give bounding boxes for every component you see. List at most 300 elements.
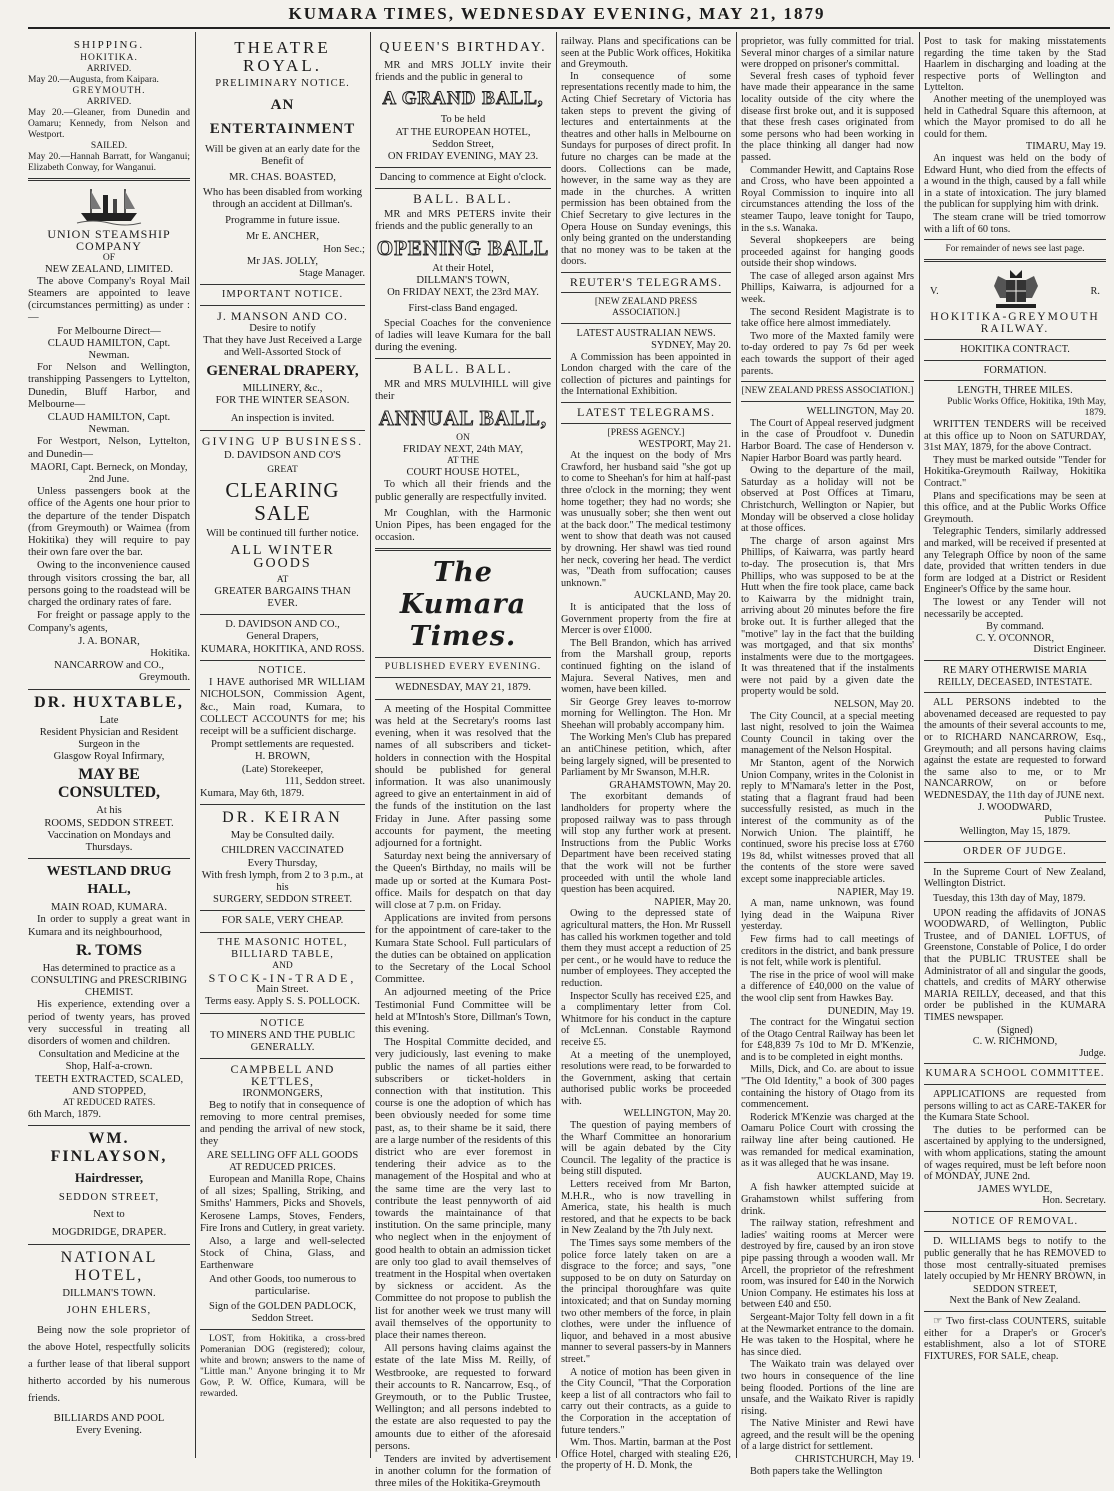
masonic-and: AND bbox=[272, 960, 293, 971]
sailed-label: SAILED. bbox=[90, 141, 128, 152]
union-ship: MAORI, Capt. Berneck, on Monday, 2nd June. bbox=[30, 461, 188, 486]
column-5 bbox=[741, 36, 914, 1477]
divider bbox=[924, 660, 1106, 661]
giving-up-text: AT bbox=[276, 574, 289, 585]
union-text: The above Company's Royal Mail Steamers are appointed to leave (circumstances permitting) as under :— bbox=[28, 275, 190, 324]
divider bbox=[28, 1125, 190, 1126]
column-2 bbox=[200, 36, 365, 1458]
masonic-stock: STOCK-IN-TRADE, bbox=[208, 970, 357, 985]
drug-hall-text: CONSULTING and PRESCRIBING CHEMIST. bbox=[30, 974, 188, 999]
giving-up-text: D. DAVIDSON AND CO'S bbox=[223, 450, 342, 462]
port-heading: GREYMOUTH. bbox=[72, 86, 146, 97]
ball-heading: BALL. BALL. bbox=[413, 361, 513, 377]
news-text: An inquest was held on the body of Edward Hunt, who died from the effects of a wound in the thigh, caused by a fall while in a state of intoxication. The jury blamed the publican for supplying him with drink. bbox=[924, 152, 1106, 211]
divider bbox=[924, 692, 1106, 693]
huxtable-consult: MAY BE CONSULTED, bbox=[57, 766, 161, 802]
notice-sig: 111, Seddon street. bbox=[284, 775, 365, 787]
huxtable-title: DR. HUXTABLE, bbox=[34, 693, 184, 711]
queens-birthday-text: ON FRIDAY EVENING, MAY 23. bbox=[387, 151, 539, 163]
news-text: A fish hawker attempted suicide at Grahamstown whilst suffering from drink. bbox=[741, 1182, 914, 1217]
campbell-subtitle: IRONMONGERS, bbox=[242, 1087, 323, 1099]
dateline: NELSON, May 20. bbox=[833, 699, 914, 711]
winter-goods: ALL WINTER GOODS bbox=[230, 543, 335, 571]
shipping-entry: May 20.—Augusta, from Kaipara. bbox=[28, 75, 159, 86]
masonic-title: THE MASONIC HOTEL, BILLIARD TABLE, bbox=[217, 936, 348, 960]
drug-hall-text: TEETH EXTRACTED, SCALED, AND STOPPED, bbox=[34, 1073, 184, 1097]
press-association: [NEW ZEALAND PRESS ASSOCIATION.] bbox=[741, 386, 914, 397]
divider bbox=[924, 1063, 1106, 1064]
opening-ball: OPENING BALL bbox=[376, 236, 550, 261]
pointing-hand-icon: ☞ bbox=[933, 1316, 947, 1328]
shipping-heading: SHIPPING. bbox=[73, 39, 145, 51]
news-text: Sergeant-Major Tolty fell down in a fit at the Newmarket entrance to the domain. He was taken to the Hospital, where he has since died. bbox=[741, 1311, 914, 1358]
school-text: The duties to be performed can be ascertained by applying to the undersigned, with whom applications, stating the amount of wages required, must be left before noon of MONDAY, JUNE 2nd. bbox=[924, 1124, 1106, 1183]
finlayson-title: WM. FINLAYSON, bbox=[50, 1130, 168, 1166]
editorial-text: A meeting of the Hospital Committee was held at the Secretary's rooms last evening, when it was resolved that the names of all subscribers and ticket-holders in connection with the Hospital should be published for general information. It was also unanimously agreed to give an entertainment in aid of the funds of the institution on the last Friday in June. After passing some accounts for payment, the meeting adjourned for a fortnight. bbox=[375, 703, 551, 849]
news-text: Both papers take the Wellington bbox=[750, 1465, 883, 1477]
australian-news: LATEST AUSTRALIAN NEWS. bbox=[576, 328, 716, 340]
queens-birthday-text: To be held bbox=[440, 114, 486, 126]
dateline: WELLINGTON, May 20. bbox=[806, 406, 914, 418]
paper-published: PUBLISHED EVERY EVENING. bbox=[384, 662, 542, 673]
huxtable-text: Late bbox=[99, 714, 119, 726]
queens-birthday-text: AT THE EUROPEAN HOTEL, bbox=[395, 126, 531, 138]
divider bbox=[924, 841, 1106, 842]
news-text: The Waikato train was delayed over two hours in consequence of the line being flooded. Portions of the line are unsafe, and the Waikato River is rapidly rising. bbox=[741, 1359, 914, 1417]
news-text: The charge of arson against Mrs Phillips, of Kaiwarra, was partly heard to-day. The prosecution is, that Mrs Phillips, who was supposed to be at the Hutt when the fire took place, came back to Kaiwarra by the midnight train, arriving about 20 minutes before the fire broke out. It is further alleged that the "motive" lay in the fact that the building was mortgaged, and that six months' instalments were due to the mortgagees. It was threatened that if the instalments were not paid by a given date the property would be sold. bbox=[741, 535, 914, 698]
union-route: For Nelson and Wellington, transhipping Passengers to Lyttelton, Dunedin, Bluff Harbor, and Melbourne— bbox=[28, 362, 190, 410]
divider bbox=[200, 660, 365, 661]
railway-text: By command. bbox=[986, 621, 1044, 633]
divider bbox=[561, 323, 731, 324]
dateline: AUCKLAND, May 20. bbox=[633, 590, 731, 602]
shipping-entry: May 20.—Gleaner, from Dunedin and Oamaru; Kennedy, from Nelson and Westport. bbox=[28, 108, 190, 141]
news-text: Two more of the Maxted family were to-day ordered to pay 7s 6d per week each towards the support of their aged parents. bbox=[741, 330, 914, 377]
news-text: The second Resident Magistrate is to take office here almost immediately. bbox=[741, 306, 914, 330]
column-rule bbox=[370, 32, 371, 1458]
campbell-text: And other Goods, too numerous to particularise. bbox=[208, 1273, 357, 1297]
divider bbox=[375, 548, 551, 551]
union-subtitle: NEW ZEALAND, LIMITED. bbox=[44, 263, 174, 275]
news-text: railway. Plans and specifications can be seen at the Public Work offices, Hokitika and Greymouth. bbox=[561, 36, 731, 71]
grand-ball: A GRAND BALL, bbox=[382, 88, 544, 110]
agent-name: NANCARROW and CO., bbox=[54, 660, 164, 672]
news-text: The exorbitant demands of landholders for property where the proposed railway was to pass through will stop any further work at present. Instructions from the Public Works Department have been received stating that the work will not be further proceeded with until the whole land question has been acquired. bbox=[561, 791, 731, 896]
news-text: Sir George Grey leaves to-morrow morning for Wellington. The Hon. Mr Sheehan will probably accompany him. bbox=[561, 696, 731, 731]
reilly-sig: Public Trustee. bbox=[1044, 814, 1106, 826]
dateline: TIMARU, May 19. bbox=[1025, 141, 1106, 153]
reilly-title: RE MARY OTHERWISE MARIA REILLY, DECEASED, INTESTATE. bbox=[937, 664, 1093, 688]
news-text: At the inquest on the body of Mrs Crawford, her husband said "she got up to come to Sheehan's for him at half-past three o'clock in the morning; they went home together; they had no words; she was unusually sober; she then went out at the back door." The medical testimony went to show that death was not caused by drowning. Her shawl was tied round her neck, covering her head. The verdict was, "Death from suffocation; causes unknown." bbox=[561, 450, 731, 589]
huxtable-text: Vaccination on Mondays and Thursdays. bbox=[47, 829, 171, 853]
news-text: The City Council, at a special meeting last night, resolved to join the Waimea County Council in taking over the management of the Nelson Hospital. bbox=[741, 710, 914, 757]
masonic-text: Main Street. bbox=[256, 984, 309, 996]
crest-v: V. bbox=[930, 286, 939, 298]
news-text: The Court of Appeal reserved judgment in the case of Proudfoot v. Dunedin Harbor Board. The case of Henderson v. Napier Harbor Board was partly heard. bbox=[741, 417, 914, 464]
news-text: The contract for the Wingatui section of the Otago Central Railway has been let for £48,839 7s 10d to Mr D. M'Kenzie, and is to be completed in eight months. bbox=[741, 1017, 914, 1063]
news-text: Several fresh cases of typhoid fever have made their appearance in the same locality outside of the city where the disease first broke out, and it is supposed that these fresh cases originated from some persons who had been working in the place thinking all danger had now passed. bbox=[741, 70, 914, 163]
railway-text: Public Works Office, Hokitika, 19th May, 1879. bbox=[947, 397, 1106, 419]
news-text: Few firms had to call meetings of creditors in the district, and bank pressure is not felt, while work is plentiful. bbox=[741, 933, 914, 969]
masonic-text: Terms easy. Apply S. S. POLLOCK. bbox=[205, 996, 360, 1008]
queens-birthday-text: Seddon Street, bbox=[432, 138, 494, 150]
annual-ball: ANNUAL BALL, bbox=[378, 406, 548, 431]
divider bbox=[924, 259, 1106, 262]
notice-sig: (Late) Storekeeper, bbox=[241, 763, 324, 775]
divider bbox=[375, 657, 551, 658]
divider bbox=[28, 858, 190, 859]
column-6 bbox=[924, 36, 1106, 1458]
union-route: For Melbourne Direct— bbox=[57, 325, 161, 337]
paper-date: WEDNESDAY, MAY 21, 1879. bbox=[395, 682, 531, 694]
campbell-title: CAMPBELL AND KETTLES, bbox=[230, 1062, 335, 1089]
school-sig: JAMES WYLDE, bbox=[977, 1183, 1053, 1195]
miners-notice: NOTICE bbox=[260, 1017, 305, 1029]
news-text: Letters received from Mr Barton, M.H.R., who is now travelling in America, state, his health is much restored, and that he expects to be back in New Zealand by the 7th July next. bbox=[561, 1179, 731, 1237]
news-text: The railway station, refreshment and ladies' waiting rooms at Mercer were destroyed by fire, caused by an iron stove pipe passing through a wooden wall. Mr Arcell, the proprietor of the refreshment room, was insured for £40 in the Norwich Union Company. He estimates his loss at between £40 and £50. bbox=[741, 1218, 914, 1311]
theatre-sig: Hon Sec.; bbox=[323, 243, 365, 255]
news-text: In consequence of some representations recently made to him, the Acting Chief Secretary of Victoria has taken steps to prevent the giving of lectures and entertainments at the theatres and other halls in Melbourne on Sundays for purposes of direct profit. In future no charges can be made at the doors. Collections can be made, however, in the same way as they are made in the churches. A written permission has been obtained from the Chief Secretary to give lectures in the Opera House on Sunday evenings, this only being granted on the understanding that no money was to be taken at the doors. bbox=[561, 70, 731, 268]
railway-text: They must be marked outside "Tender for Hokitika-Greymouth Railway, Hokitika Contract." bbox=[924, 454, 1106, 490]
news-text: A Commission has been appointed in London charged with the care of the collection of pictures and paintings for the International Exhibition. bbox=[561, 351, 731, 398]
mulvihill-text: AT THE bbox=[446, 456, 480, 467]
divider bbox=[200, 1058, 365, 1059]
reilly-text: ALL PERSONS indebted to the abovenamed deceased are requested to pay the amounts of their several accounts to me, or to RICHARD NANCARROW, Esq., Greymouth; and all persons having claims against the estate are requested to forward the same also to me, or to Mr NANCARROW, on or before WEDNESDAY, the 11th day of JUNE next. bbox=[924, 697, 1106, 801]
divider bbox=[924, 862, 1106, 863]
divider bbox=[375, 358, 551, 359]
news-text: The steam crane will be tried tomorrow with a lift of 60 tons. bbox=[924, 211, 1106, 235]
theatre-sig: Mr E. ANCHER, bbox=[246, 231, 319, 243]
press-agency: [PRESS AGENCY.] bbox=[607, 427, 685, 438]
divider bbox=[741, 401, 914, 402]
news-text: At a meeting of the unemployed, resolutions were read, to be forwarded to the Government, asking that certain authorised public works be proceeded with. bbox=[561, 1049, 731, 1107]
drug-hall-text: In order to supply a great want in Kumara and its neighbourhood, bbox=[28, 914, 190, 938]
news-text: Commander Hewitt, and Captains Rose and Cross, who have been appointed a Royal Commission to inquire into all circumstances attending the loss of the steamer Taupo, leave tonight for Taupo, in the s.s. Wanaka. bbox=[741, 164, 914, 234]
railway-title: HOKITIKA-GREYMOUTH RAILWAY. bbox=[930, 311, 1100, 335]
dateline: AUCKLAND, May 19. bbox=[816, 1170, 914, 1182]
telegrams-heading: LATEST TELEGRAMS. bbox=[577, 405, 715, 420]
arrived-label: ARRIVED. bbox=[86, 64, 132, 75]
dateline: NAPIER, May 19. bbox=[837, 886, 914, 898]
huxtable-text: Glasgow Royal Infirmary, bbox=[53, 751, 165, 763]
peters-text: First-class Band engaged. bbox=[408, 302, 518, 314]
arrived-label: ARRIVED. bbox=[86, 97, 132, 108]
news-text: The case of alleged arson against Mrs Phillips, Kaiwarra, is adjourned for a week. bbox=[741, 270, 914, 306]
column-4 bbox=[561, 36, 731, 1472]
order-sig: Judge. bbox=[1079, 1047, 1106, 1059]
divider bbox=[28, 1244, 190, 1245]
peters-text: On FRIDAY NEXT, the 23rd MAY. bbox=[387, 287, 539, 299]
union-text: For freight or passage apply to the Company's agents, bbox=[28, 610, 190, 634]
divider bbox=[200, 284, 365, 285]
news-text: The question of paying members of the Wharf Committee an honorarium will be again debated by the City Council. The legality of the practice is being still disputed. bbox=[561, 1120, 731, 1178]
huxtable-text: Resident Physician and Resident Surgeon in the bbox=[39, 726, 179, 750]
railway-sig: District Engineer. bbox=[1033, 644, 1106, 656]
order-text: In the Supreme Court of New Zealand, Wellington District. bbox=[924, 866, 1106, 890]
divider bbox=[200, 614, 365, 615]
editorial-text: Applications are invited from persons for the appointment of care-taker to the Kumara State School. Full particulars of the duties can be obtained on application to the Secretary of the Local School Committee. bbox=[375, 913, 551, 986]
press-association: [NEW ZEALAND PRESS ASSOCIATION.] bbox=[594, 297, 698, 319]
important-notice: IMPORTANT NOTICE. bbox=[221, 289, 344, 301]
giving-up-text: Will be continued till further notice. bbox=[206, 528, 359, 540]
news-text: Owing to the departure of the mail, Saturday as a holiday will not be observed at Post Offices at Timaru, Christchurch, Wellington or Napier, but Monday will be observed a close holiday at those offices. bbox=[741, 465, 914, 535]
divider bbox=[28, 178, 190, 181]
dateline: GRAHAMSTOWN, May 20. bbox=[609, 779, 731, 791]
removal-title: NOTICE OF REMOVAL. bbox=[951, 1215, 1079, 1227]
divider bbox=[200, 305, 365, 306]
order-text: Tuesday, this 13th day of May, 1879. bbox=[933, 893, 1086, 905]
manson-text: FOR THE WINTER SEASON. bbox=[215, 395, 350, 407]
keiran-text: SURGERY, SEDDON STREET. bbox=[212, 894, 353, 906]
keiran-text: May be Consulted daily. bbox=[230, 830, 335, 842]
finlayson-text: Next to bbox=[93, 1209, 125, 1221]
mulvihill-text: COURT HOUSE HOTEL, bbox=[406, 467, 520, 479]
divider bbox=[375, 677, 551, 678]
manson-text: Desire to notify bbox=[249, 322, 316, 334]
drug-hall-text: AT REDUCED RATES. bbox=[62, 1097, 156, 1108]
drug-hall-subtitle: MAIN ROAD, KUMARA. bbox=[51, 902, 167, 914]
railway-sig: C. Y. O'CONNOR, bbox=[975, 632, 1055, 644]
theatre-text: MR. CHAS. BOASTED, bbox=[229, 171, 336, 183]
manson-drapery: GENERAL DRAPERY, bbox=[206, 363, 359, 380]
school-text: APPLICATIONS are requested from persons willing to act as CARE-TAKER for the Kumara State School. bbox=[924, 1088, 1106, 1124]
news-text: A notice of motion has been given in the City Council, "That the Corporation keep a list of all contractors who fail to carry out their contracts, as a guide to the Corporation in the acceptation of future tenders." bbox=[561, 1366, 731, 1436]
divider bbox=[375, 188, 551, 189]
giving-up-title: GIVING UP BUSINESS. bbox=[201, 433, 364, 448]
drug-hall-date: 6th March, 1879. bbox=[28, 1108, 101, 1120]
divider bbox=[561, 423, 731, 424]
divider bbox=[924, 1084, 1106, 1085]
miners-text: TO MINERS AND THE PUBLIC GENERALLY. bbox=[210, 1029, 355, 1053]
union-text: Owing to the inconvenience caused through visitors crossing the bar, all persons going to the roadstead will be charged the ordinary rates of fare. bbox=[28, 560, 190, 609]
divider bbox=[200, 804, 365, 805]
news-text: The Bell Brandon, which has arrived from the Marshall group, reports continued fighting on the island of Majura. Several Natives, men and women, have been killed. bbox=[561, 637, 731, 696]
dateline: WELLINGTON, May 20. bbox=[623, 1108, 731, 1120]
mulvihill-text: ON bbox=[456, 433, 470, 444]
manson-text: An inspection is invited. bbox=[230, 412, 335, 424]
divider bbox=[924, 339, 1106, 340]
royal-crest-icon bbox=[988, 268, 1044, 310]
column-3 bbox=[375, 36, 551, 1490]
agent-name: J. A. BONAR, bbox=[78, 635, 140, 647]
dateline: SYDNEY, May 20. bbox=[651, 340, 731, 352]
news-text: Inspector Scully has received £25, and a complimentary letter from Col. Whitmore for his conduct in the capture of McLennan. Constable Raymond receive £5. bbox=[561, 990, 731, 1048]
school-sig: Hon. Secretary. bbox=[1042, 1195, 1106, 1207]
column-rule bbox=[556, 32, 557, 1458]
reilly-sig: J. WOODWARD, bbox=[978, 802, 1052, 814]
national-hotel-title: NATIONAL HOTEL, bbox=[60, 1248, 158, 1284]
theatre-text: Will be given at an early date for the Benefit of bbox=[205, 144, 360, 168]
reilly-date: Wellington, May 15, 1879. bbox=[959, 825, 1071, 837]
divider bbox=[924, 360, 1106, 361]
theatre-sig: Stage Manager. bbox=[299, 268, 365, 280]
paper-title: The Kumara Times. bbox=[399, 557, 527, 653]
theatre-title: THEATRE ROYAL. bbox=[234, 38, 331, 75]
divider bbox=[200, 1329, 365, 1330]
news-text: The Working Men's Club has prepared an antiChinese petition, which, after being largely signed, will be presented to Parliament by Mr Swanson, M.H.R. bbox=[561, 732, 731, 779]
divider bbox=[561, 292, 731, 293]
notice-sig: H. BROWN, bbox=[254, 751, 311, 763]
huxtable-text: ROOMS, SEDDON STREET. bbox=[44, 817, 174, 829]
campbell-text: European and Manilla Rope, Chains of all sizes; Spalling, Striking, and Smiths' Hammers, Picks and Shovels, Kerosene Lamps, Stoves, Fenders, Fire Irons and Cutlery, in great variety. bbox=[200, 1174, 365, 1234]
notice-date: Kumara, May 6th, 1879. bbox=[200, 787, 305, 799]
mulvihill-text: MR and MRS MULVIHILL will give their bbox=[375, 378, 551, 402]
peters-text: At their Hotel, bbox=[432, 263, 494, 275]
news-text: It is anticipated that the loss of Government property from the fire at Mercer is over £1000. bbox=[561, 601, 731, 637]
giving-up-text: General Drapers, bbox=[246, 631, 319, 643]
editorial-text: The Hospital Committe decided, and very judiciously, last evening to make public the names of all parties either subscribers or ticket-holders in connection with that institution. This course is one the adoption of which has been obviously needed for some time past, as, to their shame be it said, there are a large number of the residents of this district who are ever foremost in tendering their advice as to the management of the Hospital and who at the same time are the very last to contribute the least pennyworth of aid towards the maintainance of that institution. On the same principle, many who neglect when in the enjoyment of good health to obtain an admission ticket are only too glad to avail themselves of treatment in the Hospital when overtaken by sickness or accident. As the Committee do not propose to publish the list for another week we trust many will avail themselves of the opportunity to place their names thereon. bbox=[375, 1037, 551, 1342]
union-of: OF bbox=[102, 252, 116, 263]
theatre-entertainment: AN ENTERTAINMENT bbox=[209, 97, 356, 138]
news-text: A man, name unknown, was found lying dead in the Waipuna River yesterday. bbox=[741, 898, 914, 933]
divider bbox=[924, 1311, 1106, 1312]
railway-length: LENGTH, THREE MILES. bbox=[957, 385, 1073, 397]
clearing-sale: CLEARING SALE bbox=[225, 478, 340, 526]
giving-up-text: GREATER BARGAINS THAN EVER. bbox=[214, 585, 351, 610]
peters-text: Special Coaches for the convenience of ladies will leave Kumara for the ball during the evening. bbox=[375, 317, 551, 354]
campbell-text: Sign of the GOLDEN PADLOCK, Seddon Street. bbox=[208, 1301, 357, 1325]
removal-text: Next the Bank of New Zealand. bbox=[949, 1295, 1081, 1307]
news-text: Mills, Dick, and Co. are about to issue "The Old Identity," a book of 300 pages containing the history of Otago from its commencement. bbox=[741, 1064, 914, 1111]
royal-crest-row bbox=[924, 266, 1106, 312]
dateline: NAPIER, May 20. bbox=[654, 896, 731, 908]
agent-place: Greymouth. bbox=[139, 672, 190, 684]
divider bbox=[375, 699, 551, 700]
keiran-text: With fresh lymph, from 2 to 3 p.m., at his bbox=[201, 869, 364, 893]
railway-text: Plans and specifications may be seen at this office, and at the Public Works Office Greymouth. bbox=[924, 490, 1106, 525]
railway-text: WRITTEN TENDERS will be received at this office up to Noon on SATURDAY, 31st MAY, 1879, for the above Contract. bbox=[924, 419, 1106, 454]
drug-hall-title: WESTLAND DRUG HALL, bbox=[46, 864, 172, 898]
order-sig: C. W. RICHMOND, bbox=[972, 1036, 1058, 1048]
divider bbox=[200, 430, 365, 431]
railway-formation: FORMATION. bbox=[983, 364, 1047, 376]
editorial-text: An adjourned meeting of the Price Testimonial Fund Committee will be held at M'Intosh's Store, Dillman's Town, this evening. bbox=[375, 987, 551, 1035]
national-hotel-subtitle: DILLMAN'S TOWN. bbox=[62, 1287, 156, 1299]
national-hotel-owner: JOHN EHLERS, bbox=[66, 1305, 152, 1316]
news-text: Another meeting of the unemployed was held in Cathedral Square this afternoon, at which the Mayor promised to do all he could for them. bbox=[924, 93, 1106, 140]
dateline: WESTPORT, May 21. bbox=[638, 438, 731, 450]
divider bbox=[924, 1211, 1106, 1212]
news-text: Wm. Thos. Martin, barman at the Post Office Hotel, charged with stealing £26, the property of H. D. Monk, the bbox=[561, 1437, 731, 1472]
mulvihill-text: FRIDAY NEXT, 24th MAY, bbox=[403, 444, 523, 456]
campbell-text: Beg to notify that in consequence of removing to more central premises, and pending the arrival of new stock, they bbox=[200, 1099, 365, 1148]
manson-text: MILLINERY, &c., bbox=[242, 383, 323, 395]
giving-up-text: KUMARA, HOKITIKA, AND ROSS. bbox=[200, 643, 365, 655]
editorial-text: Saturday next being the anniversary of the Queen's Birthday, no mails will be made up or sorted at the Kumara Post-office. Mails for despatch on that day will close at 7 p.m. on Friday. bbox=[375, 851, 551, 911]
divider bbox=[200, 910, 365, 911]
railway-text: Telegraphic Tenders, similarly addressed and marked, will be received if presented at any Telegraph Office by noon of the same date, provided that written tenders in due form are lodged at a District or Resident Engineer's Office by the same hour. bbox=[924, 526, 1106, 596]
drug-hall-text: Consultation and Medicine at the Shop, Half-a-crown. bbox=[38, 1049, 180, 1073]
national-hotel-text: BILLIARDS AND POOL bbox=[53, 1413, 165, 1425]
finlayson-text: MOGDRIDGE, DRAPER. bbox=[51, 1226, 167, 1238]
editorial-text: Tenders are invited by advertisement in another column for the formation of three miles of the Hokitika-Greymouth bbox=[375, 1454, 551, 1490]
order-text: UPON reading the affidavits of JONAS WOODWARD, of Wellington, Public Trustee, and of DANIEL LOFTUS, of Greenstone, Constable of Police, I do order that the PUBLIC TRUSTEE shall be Administrator of all and singular the goods, chattels, and credits of MARY otherwise MARIA REILLY, deceased, and that this order be published in the KUMARA TIMES newspaper. bbox=[924, 907, 1106, 1023]
divider bbox=[561, 272, 731, 273]
national-hotel-text: Being now the sole proprietor of the above Hotel, respectfully solicits a further lease of that liberal support hitherto accorded by his numerous friends. bbox=[28, 1325, 190, 1405]
lost-dog-notice: LOST, from Hokitika, a cross-bred Pomeranian DOG (registered); colour, white and brown; answers to the name of "Little man." Anyone bringing it to Mr Gow, P. W. Office, Kumara, will be rewarded. bbox=[200, 1334, 365, 1400]
news-text: Several shopkeepers are being proceeded against for hanging goods outside their shop windows. bbox=[741, 235, 914, 270]
divider bbox=[924, 239, 1106, 240]
counters-text: Two first-class COUNTERS, suitable either for a Draper's or Grocer's establishment, also a lot of STORE FIXTURES, FOR SALE, cheap. bbox=[924, 1316, 1106, 1362]
editorial-text: All persons having claims against the estate of the late Miss M. Reilly, of Westbrooke, are requested to forward their accounts to R. Nancarrow, Esq., of Greymouth, or to the Public Trustee, Wellington; and all persons indebted to the estate are also requested to pay the amounts due to either of the aforesaid persons. bbox=[375, 1343, 551, 1452]
crest-r: R. bbox=[1090, 286, 1100, 298]
peters-text: MR and MRS PETERS invite their friends and the public generally to an bbox=[375, 208, 551, 232]
union-ship: CLAUD HAMILTON, Capt. Newman. bbox=[47, 412, 171, 436]
keiran-text: Every Thursday, bbox=[247, 857, 318, 869]
drug-hall-text: Has determined to practice as a bbox=[42, 962, 176, 974]
news-text: Post to task for making misstatements regarding the time taken by the Stad Haarlem in discharging and loading at the respective ports of Wellington and Lyttelton. bbox=[924, 36, 1106, 94]
order-sig: (Signed) bbox=[997, 1024, 1033, 1036]
masthead-rule bbox=[28, 27, 1110, 29]
order-title: ORDER OF JUDGE. bbox=[963, 846, 1067, 858]
national-hotel-text: Every Evening. bbox=[76, 1425, 142, 1437]
port-heading: HOKITIKA. bbox=[80, 53, 138, 64]
news-text: Mr Stanton, agent of the Norwich Union Company, writes in the Colonist in reply to M'Namara's letter in the Post, stating that a flagrant fraud had been successfully resisted, as much in the interest of the community as of the Norwich Union. The plaintiff, he continued, swore his precise loss at £760 19s 8d, whilst witnesses proved that all the contents of the store were saved except some inappreciable articles. bbox=[741, 758, 914, 885]
dateline: DUNEDIN, May 19. bbox=[827, 1005, 914, 1017]
column-rule bbox=[195, 32, 196, 1458]
manson-title: J. MANSON AND CO. bbox=[217, 309, 348, 324]
theatre-text: Programme in future issue. bbox=[225, 215, 340, 227]
news-text: Owing to the depressed state of agricultural matters, the Hon. Mr Russell has called his workmen together and told them they must accept a reduction of 25 per cent., or he would have to reduce the number of employees. They accepted the reduction. bbox=[561, 908, 731, 989]
finlayson-trade: Hairdresser, bbox=[74, 1170, 144, 1186]
masthead: KUMARA TIMES, WEDNESDAY EVENING, MAY 21, 1879 bbox=[288, 4, 826, 23]
theatre-text: Who has been disabled from working through an accident at Dillman's. bbox=[202, 186, 363, 211]
news-text: The rise in the price of wool will make a difference of £40,000 on the value of the wool clip sent from Hawkes Bay. bbox=[741, 969, 914, 1004]
queens-birthday-title: QUEEN'S BIRTHDAY. bbox=[379, 40, 547, 55]
keiran-title: DR. KEIRAN bbox=[222, 809, 343, 827]
drug-hall-name: R. TOMS bbox=[75, 941, 143, 959]
finlayson-street: SEDDON STREET, bbox=[58, 1192, 160, 1204]
ball-heading: BALL. BALL. bbox=[413, 191, 513, 207]
giving-up-text: GREAT bbox=[267, 465, 298, 476]
agent-place: Hokitika. bbox=[150, 647, 190, 659]
giving-up-text: D. DAVIDSON AND CO., bbox=[225, 619, 340, 631]
manson-text: That they have Just Received a Large and Well-Assorted Stock of bbox=[203, 334, 362, 359]
column-1 bbox=[28, 36, 190, 1458]
divider bbox=[375, 167, 551, 168]
divider bbox=[28, 689, 190, 690]
remainder-note: For remainder of news see last page. bbox=[945, 244, 1085, 255]
divider bbox=[924, 1231, 1106, 1232]
union-route: For Westport, Nelson, Lyttelton, and Dunedin— bbox=[28, 436, 190, 460]
notice-text: Prompt settlements are requested. bbox=[211, 739, 354, 751]
school-title: KUMARA SCHOOL COMMITTEE. bbox=[925, 1068, 1105, 1080]
news-text: proprietor, was fully committed for trial. Several minor charges of a similar nature were dropped on prisoner's committal. bbox=[741, 36, 914, 71]
shipping-entry: May 20.—Hannah Barratt, for Wanganui; Elizabeth Conway, for Wanganui. bbox=[28, 152, 190, 174]
divider bbox=[200, 932, 365, 933]
union-title: UNION STEAMSHIP COMPANY bbox=[47, 227, 171, 254]
railway-contract: HOKITIKA CONTRACT. bbox=[960, 344, 1070, 356]
union-text: Unless passengers book at the office of the Agents one hour prior to the departure of the tender Dispatch (from Greymouth) or Waimea (from Hokitika) they will require to pay their own fare over the bar. bbox=[28, 486, 190, 559]
mulvihill-text: To which all their friends and the public generally are respectfully invited. bbox=[375, 479, 551, 503]
counters-notice bbox=[924, 1316, 1106, 1362]
notice-text: I HAVE authorised MR WILLIAM NICHOLSON, Commission Agent, &c., Main road, Kumara, to COLLECT ACCOUNTS for me; his receipt will be a sufficient discharge. bbox=[200, 677, 365, 737]
divider bbox=[561, 402, 731, 403]
divider bbox=[741, 381, 914, 382]
steamship-icon bbox=[77, 185, 141, 225]
divider bbox=[924, 380, 1106, 381]
dateline: CHRISTCHURCH, May 19. bbox=[795, 1454, 914, 1466]
theatre-sig: Mr JAS. JOLLY, bbox=[246, 255, 319, 267]
union-ship: CLAUD HAMILTON, Capt. Newman. bbox=[47, 337, 171, 362]
news-text: The Times says some members of the police force lately taken on are a disgrace to the force; and says, "one supposed to be on duty on Saturday on the principal thoroughfare was quite intoxicated; and that on Sunday morning two other members of the force, in plain clothes, were under the influence of liquor, and behaved in a most abusive manner to several passers-by in Manners street." bbox=[561, 1238, 731, 1365]
queens-birthday-text: Dancing to commence at Eight o'clock. bbox=[379, 172, 547, 184]
reuters-heading: REUTER'S TELEGRAMS. bbox=[569, 274, 723, 289]
divider bbox=[200, 1013, 365, 1014]
column-rule bbox=[736, 32, 737, 1458]
removal-text: SEDDON STREET, bbox=[973, 1283, 1057, 1295]
railway-text: The lowest or any Tender will not necessarily be accepted. bbox=[924, 596, 1106, 620]
